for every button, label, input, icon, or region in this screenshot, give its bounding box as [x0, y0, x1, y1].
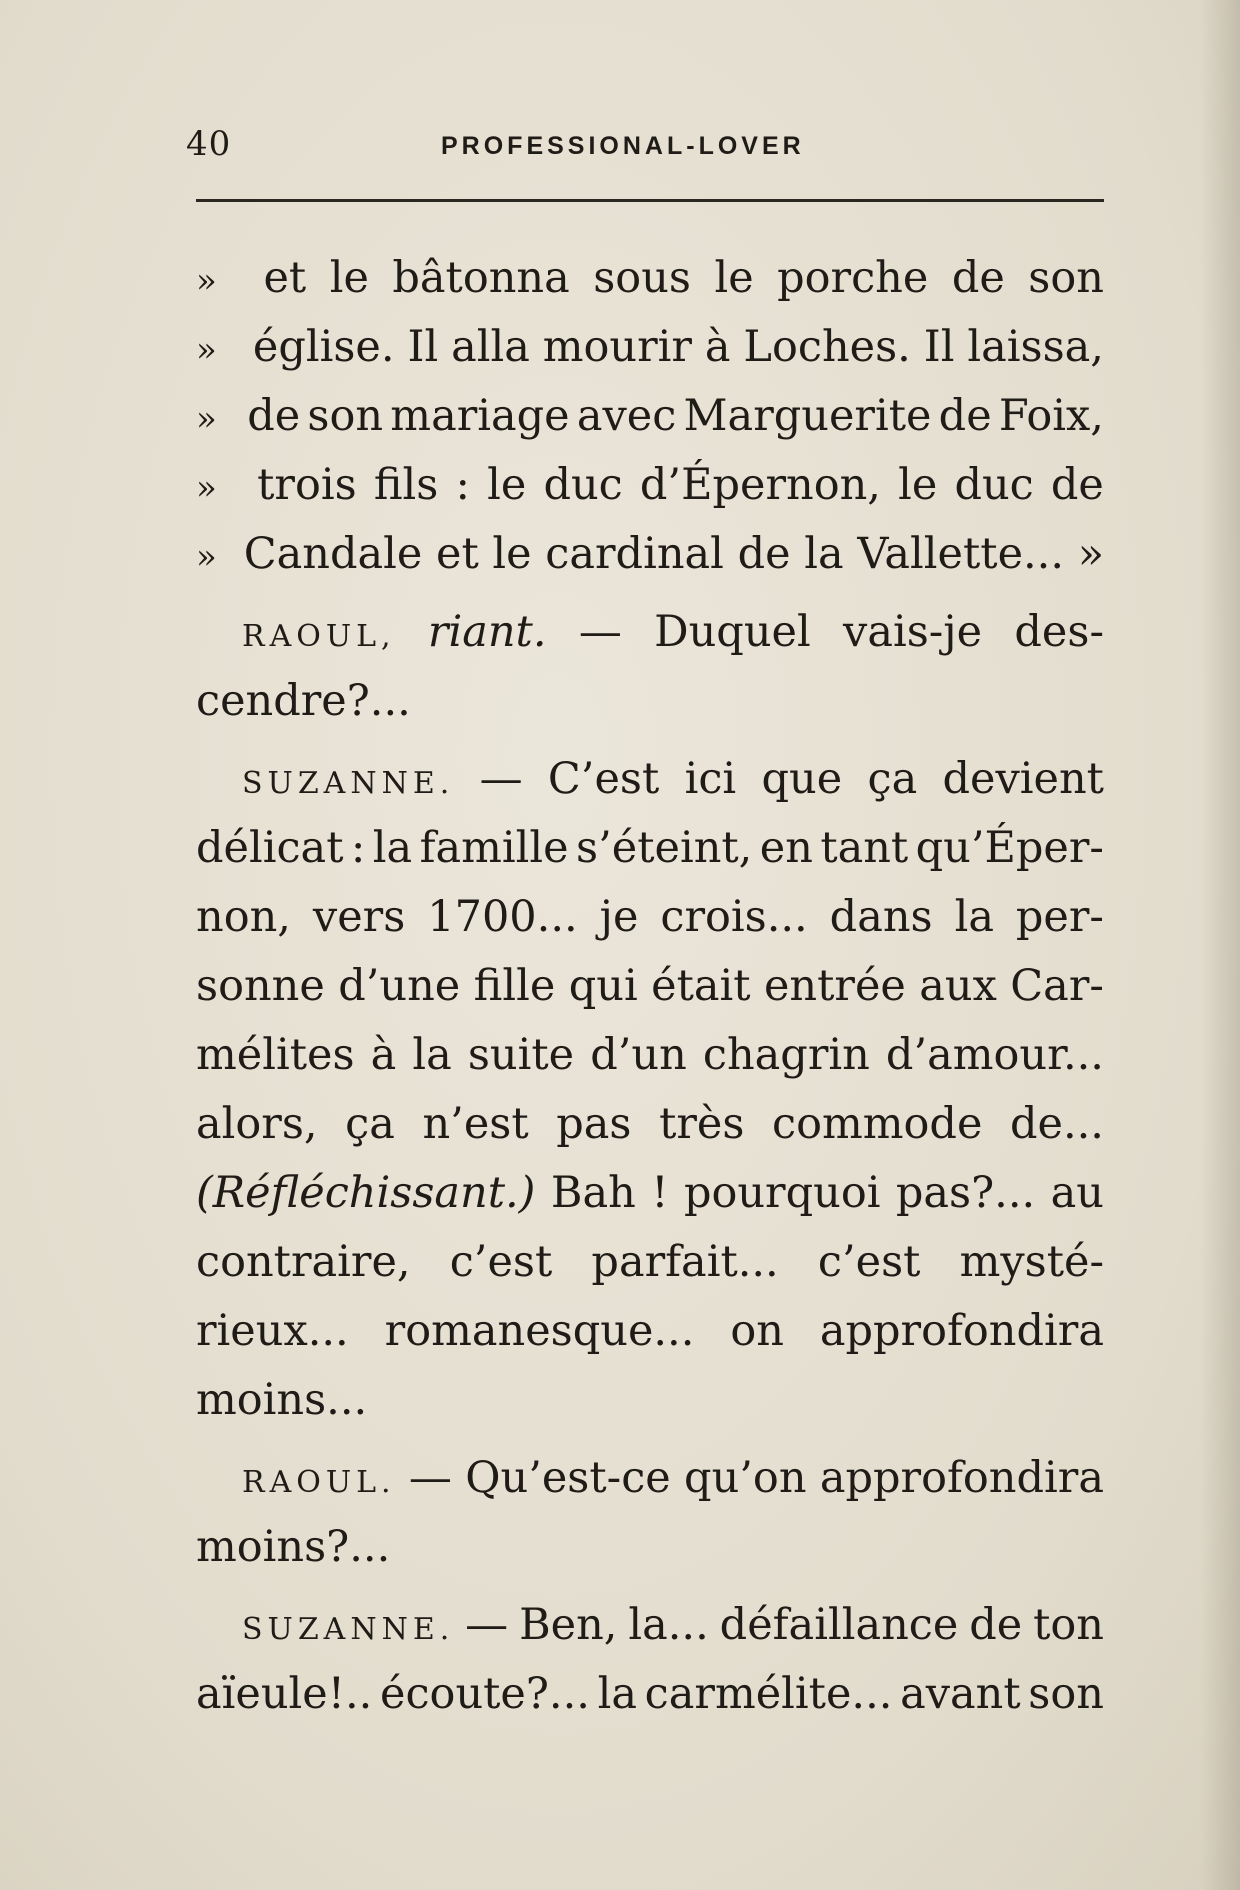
text-line: aïeule!.. écoute?... la carmélite... avant son [196, 1669, 1104, 1719]
text-line: rieux... romanesque... on approfondira [196, 1306, 1104, 1356]
text-line: cendre?... [196, 676, 411, 726]
text-line: moins... [196, 1375, 368, 1425]
text-line: alors, ça n’est pas très commode de... [196, 1099, 1104, 1149]
body-text [196, 244, 1104, 1729]
quote-mark: » [196, 330, 217, 370]
quote-mark: » [196, 468, 217, 508]
text-line: RAOUL, riant. — Duquel vais-je des- [196, 598, 1104, 667]
quote-mark: » [196, 261, 217, 301]
text-line: non, vers 1700... je crois... dans la per- [196, 892, 1104, 942]
text-line: mélites à la suite d’un chagrin d’amour... [196, 1030, 1104, 1080]
text-line: SUZANNE. — Ben, la... défaillance de ton [196, 1591, 1104, 1660]
header-rule [196, 199, 1104, 202]
text-line: (Réfléchissant.) Bah ! pourquoi pas?... au [196, 1159, 1104, 1228]
speaker-name: RAOUL, [242, 619, 396, 654]
text-line: délicat : la famille s’éteint, en tant qu’Éper- [196, 823, 1104, 873]
speaker-name: SUZANNE. [242, 1612, 455, 1647]
quote-mark: » [196, 399, 217, 439]
text-line: contraire, c’est parfait... c’est mysté- [196, 1237, 1104, 1287]
page-number: 40 [186, 124, 232, 164]
speaker-name: RAOUL. [242, 1465, 396, 1500]
text-line: SUZANNE. — C’est ici que ça devient [196, 745, 1104, 814]
quote-mark: » [196, 537, 217, 577]
text-line: » trois fils : le duc d’Épernon, le duc de [196, 451, 1104, 520]
page-header [186, 124, 1106, 168]
text-line: » église. Il alla mourir à Loches. Il laissa, [196, 313, 1104, 382]
text-line: » et le bâtonna sous le porche de son [196, 244, 1104, 313]
text-line: » de son mariage avec Marguerite de Foix, [196, 382, 1104, 451]
stage-direction: (Réfléchissant.) [196, 1168, 536, 1218]
text-line: moins?... [196, 1522, 391, 1572]
text-line: RAOUL. — Qu’est-ce qu’on approfondira [196, 1444, 1104, 1513]
speaker-name: SUZANNE. [242, 766, 455, 801]
text-line: sonne d’une fille qui était entrée aux Car- [196, 961, 1104, 1011]
running-head: PROFESSIONAL-LOVER [441, 132, 805, 160]
stage-direction: riant. [427, 607, 547, 657]
text-line: » Candale et le cardinal de la Vallette... » [196, 520, 1104, 589]
